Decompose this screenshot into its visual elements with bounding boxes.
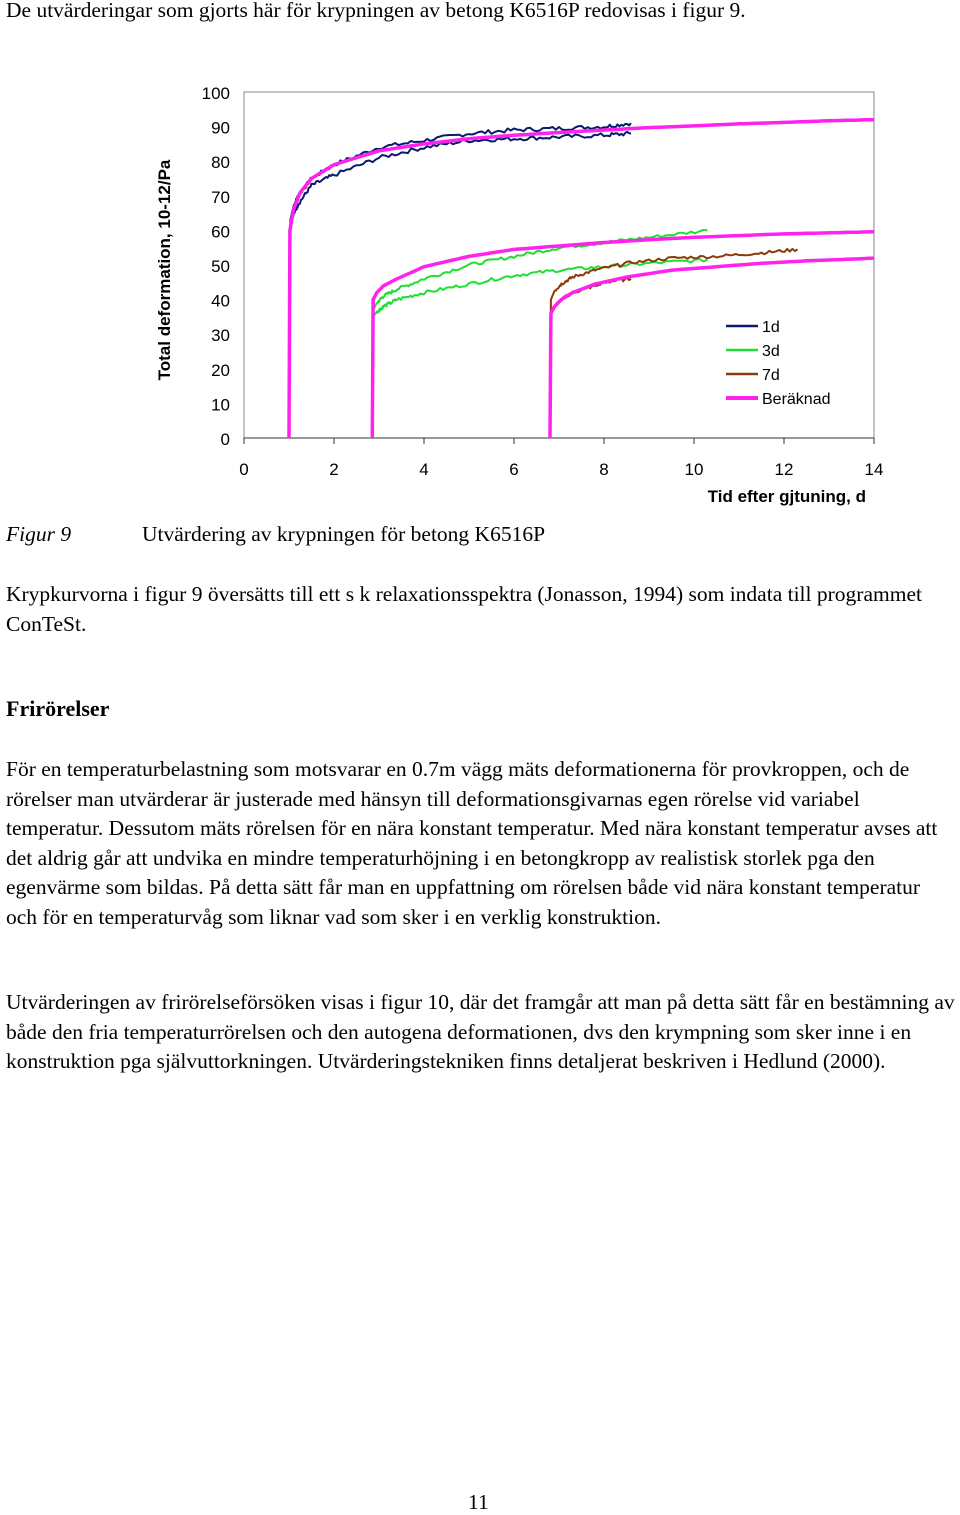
y-tick-label: 10 — [211, 395, 230, 415]
y-tick-label: 50 — [211, 257, 230, 276]
y-axis-title: Total deformation, 10-12/Pa — [155, 159, 174, 381]
y-tick-label: 70 — [211, 187, 230, 207]
x-tick-label: 12 — [774, 460, 794, 479]
creep-chart — [0, 60, 960, 520]
chart-svg — [0, 60, 960, 520]
paragraph-temperaturbelastning: För en temperaturbelastning som motsvarar en 0.7m vägg mäts deformationerna för provkroppen, och de rörelser man utvärderar är justerade med hänsyn till deformationsgivarnas egen rörelse vid variabel temperatur. Dessutom mäts rörelsen för en nära konstant temperatur. Med nära konstant temperatur avses att det aldrig går att undvika en mindre temperaturhöjning i en betongkropp av realistisk storlek pga den egenvärme som bildas. På detta sätt får man en uppfattning om rörelsen både vid nära konstant temperatur och för en temperaturvåg som liknar vad som sker i en verklig konstruktion. — [6, 757, 938, 929]
x-tick-label: 6 — [509, 460, 519, 479]
x-tick-label: 14 — [864, 460, 884, 479]
paragraph-utvarderingen: Utvärderingen av frirörelseförsöken visas i figur 10, där det framgår att man på detta sätt får en bestämning av både den fria temperaturrörelsen och den autogena deformationen, dvs den krympning som sker inne i en konstruktion pga självuttorkningen. Utvärderingstekniken finns detaljerat beskriven i Hedlund (2000). — [6, 990, 955, 1073]
x-tick-label: 10 — [684, 460, 704, 479]
y-tick-label: 0 — [220, 430, 230, 449]
y-tick-label: 100 — [201, 84, 230, 103]
y-tick-label: 40 — [211, 291, 230, 311]
x-tick-label: 0 — [239, 460, 249, 479]
y-tick-label: 80 — [211, 153, 230, 173]
section-heading-frirorelser: Frirörelser — [6, 696, 110, 721]
y-tick-label: 60 — [211, 222, 230, 242]
x-tick-label: 2 — [329, 460, 339, 479]
figure-caption: Utvärdering av krypningen för betong K6516P — [142, 522, 546, 546]
series-line-3d — [372, 259, 707, 438]
y-tick-label: 20 — [211, 360, 230, 380]
legend-label: 1d — [762, 319, 780, 336]
page-number: 11 — [468, 1490, 489, 1514]
x-axis-title: Tid efter gjtuning, d — [707, 487, 866, 506]
y-tick-label: 90 — [211, 118, 230, 138]
x-tick-label: 8 — [599, 460, 609, 479]
legend-label: 3d — [762, 343, 780, 360]
y-tick-label: 30 — [211, 326, 230, 346]
legend-label: Beräknad — [762, 391, 831, 408]
legend-label: 7d — [762, 367, 780, 384]
series-line-1d — [289, 132, 631, 438]
figure-label: Figur 9 — [6, 522, 72, 546]
series-line-3d — [372, 230, 707, 438]
intro-paragraph: De utvärderingar som gjorts här för krypningen av betong K6516P redovisas i figur 9. — [6, 0, 746, 22]
paragraph-krypkurvorna: Krypkurvorna i figur 9 översätts till ett s k relaxationsspektra (Jonasson, 1994) som indata till programmet ConTeSt. — [6, 582, 922, 636]
series-line-7d — [550, 278, 631, 438]
x-tick-label: 4 — [419, 460, 429, 479]
